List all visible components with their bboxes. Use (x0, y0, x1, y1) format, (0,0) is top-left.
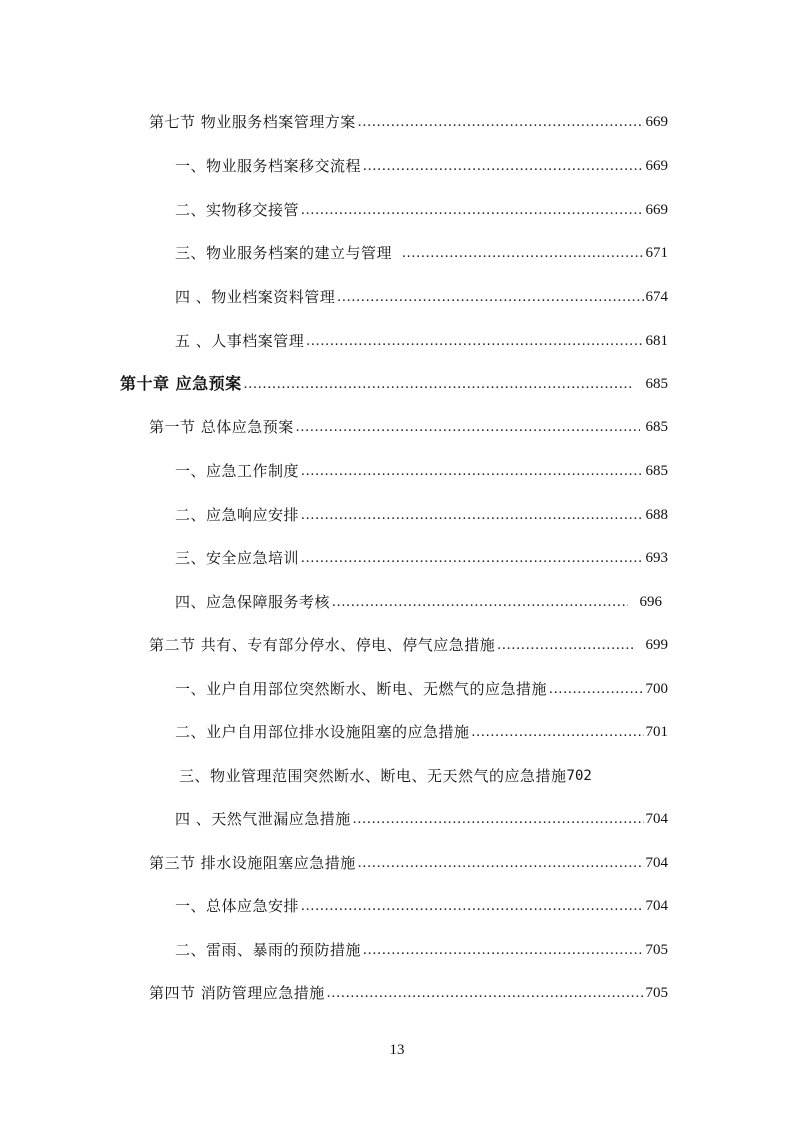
toc-entry-title: 二、应急响应安排 (175, 506, 300, 524)
toc-entry-title: 一、总体应急安排 (175, 897, 300, 915)
dot-leader (358, 112, 644, 132)
toc-entry-subsection[interactable] (175, 325, 668, 351)
toc-entry-title: 一、业户自用部位突然断水、断电、无燃气的应急措施 (175, 680, 548, 698)
toc-entry-title: 二、业户自用部位排水设施阻塞的应急措施 (175, 723, 470, 741)
page-number: 13 (389, 1042, 405, 1058)
dot-leader (301, 200, 643, 220)
toc-entry-page: 705 (645, 942, 668, 958)
toc-entry-section[interactable] (149, 977, 668, 1003)
dot-leader (301, 505, 643, 525)
dot-leader (301, 548, 643, 568)
toc-entry-page: 700 (645, 681, 668, 697)
toc-entry-subsection[interactable] (175, 934, 668, 960)
toc-entry-title: 五 、人事档案管理 (175, 332, 305, 350)
toc-entry-page: 693 (645, 550, 668, 566)
dot-leader (402, 243, 643, 263)
dot-leader (363, 940, 643, 960)
toc-entry-title: 一、应急工作制度 (175, 462, 300, 480)
toc-entry-page: 699 (645, 637, 668, 653)
toc-entry-title: 第四节 消防管理应急措施 (149, 984, 325, 1002)
toc-entry-title: 第七节 物业服务档案管理方案 (149, 113, 356, 131)
toc-entry-page: 704 (645, 898, 668, 914)
toc-entry-title: 第一节 总体应急预案 (149, 418, 294, 436)
toc-entry-subsection[interactable] (175, 673, 668, 699)
dot-leader (327, 983, 644, 1003)
toc-entry-page: 705 (645, 985, 668, 1001)
toc-entry-title: 二、实物移交接管 (175, 201, 300, 219)
toc-entry-subsection[interactable] (179, 760, 672, 786)
toc-entry-page: 701 (645, 724, 668, 740)
toc-entry-subsection[interactable] (175, 890, 668, 916)
toc-entry-section[interactable] (149, 106, 668, 132)
toc-entry-chapter[interactable] (120, 368, 668, 394)
dot-leader (244, 374, 634, 394)
toc-entry-title: 第十章 应急预案 (120, 374, 242, 393)
dot-leader (296, 417, 640, 437)
toc-entry-subsection[interactable] (175, 716, 668, 742)
toc-entry-title: 三、物业服务档案的建立与管理 (175, 244, 393, 262)
toc-entry-subsection[interactable] (175, 499, 668, 525)
toc-entry-section[interactable] (149, 411, 668, 437)
toc-entry-page: 669 (645, 114, 668, 130)
dot-leader (549, 679, 643, 699)
toc-entry-section[interactable] (149, 629, 668, 655)
toc-entry-subsection[interactable] (175, 194, 668, 220)
toc-entry-title: 二、雷雨、暴雨的预防措施 (175, 941, 362, 959)
toc-entry-page: 702 (566, 768, 592, 784)
toc-entry-subsection[interactable] (175, 455, 668, 481)
toc-entry-subsection[interactable] (175, 150, 668, 176)
toc-entry-page: 685 (645, 376, 668, 392)
toc-entry-page: 685 (645, 463, 668, 479)
toc-entry-page: 674 (645, 289, 668, 305)
toc-entry-subsection[interactable] (175, 803, 668, 829)
toc-entry-subsection[interactable] (175, 542, 668, 568)
dot-leader (497, 635, 633, 655)
toc-entry-title: 第二节 共有、专有部分停水、停电、停气应急措施 (149, 636, 496, 654)
toc-entry-subsection[interactable] (175, 237, 668, 263)
toc-entry-title: 四、应急保障服务考核 (175, 593, 331, 611)
toc-entry-page: 669 (645, 202, 668, 218)
toc-entry-title: 四 、物业档案资料管理 (175, 288, 336, 306)
toc-entry-page: 669 (645, 158, 668, 174)
dot-leader (332, 592, 627, 612)
toc-entry-title: 四 、天然气泄漏应急措施 (175, 810, 351, 828)
toc-entry-page: 681 (645, 333, 668, 349)
toc-entry-title: 第三节 排水设施阻塞应急措施 (149, 854, 356, 872)
dot-leader (472, 722, 644, 742)
dot-leader (306, 331, 643, 351)
dot-leader (301, 461, 643, 481)
toc-entry-page: 671 (645, 245, 668, 261)
dot-leader (363, 156, 643, 176)
dot-leader (353, 809, 644, 829)
toc-entry-title: 三、物业管理范围突然断水、断电、无天然气的应急措施 (179, 767, 567, 785)
toc-entry-subsection[interactable] (175, 586, 662, 612)
dot-leader (337, 287, 643, 307)
toc-entry-section[interactable] (149, 847, 668, 873)
toc-entry-page: 688 (645, 507, 668, 523)
dot-leader (358, 853, 644, 873)
toc-entry-subsection[interactable] (175, 281, 668, 307)
toc-entry-page: 704 (645, 855, 668, 871)
dot-leader (301, 896, 643, 916)
toc-entry-page: 704 (645, 811, 668, 827)
toc-entry-title: 一、物业服务档案移交流程 (175, 157, 362, 175)
toc-entry-title: 三、安全应急培训 (175, 549, 300, 567)
toc-entry-page: 696 (639, 594, 662, 610)
toc-entry-page: 685 (645, 419, 668, 435)
